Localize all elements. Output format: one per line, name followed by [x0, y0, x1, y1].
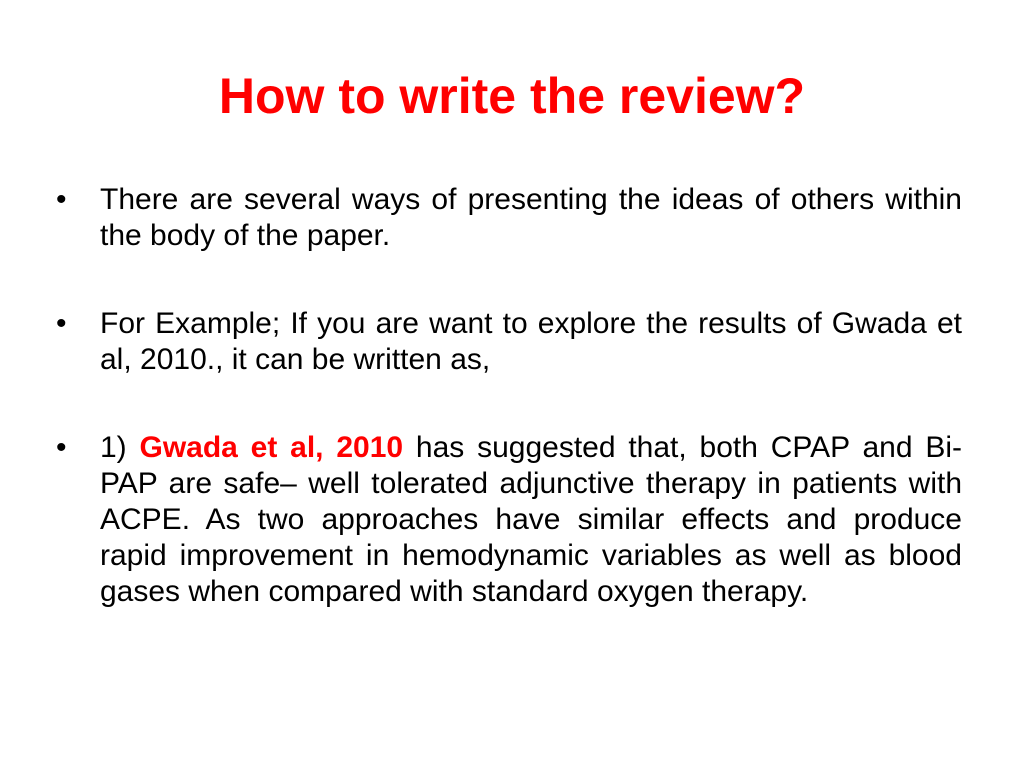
bullet-item — [56, 430, 962, 610]
bullet-marker: • — [56, 307, 67, 340]
citation-highlight: Gwada et al, 2010 — [139, 431, 404, 464]
bullet-prefix: 1) — [100, 431, 140, 464]
bullet-item — [56, 182, 962, 254]
bullet-item — [56, 306, 962, 378]
bullet-marker: • — [56, 431, 67, 464]
bullet-text: For Example; If you are want to explore the results of Gwada et al, 2010., it can be written as, — [100, 307, 962, 376]
bullet-text: has suggested that, both CPAP and Bi-PAP are safe– well tolerated adjunctive therapy in patients with ACPE. As two approaches have similar effects and produce rapid improvement in hemodynamic variables as well as blood gases when compared with standard oxygen therapy. — [100, 431, 962, 608]
bullet-marker: • — [56, 183, 67, 216]
bullet-list — [56, 182, 962, 610]
slide-title: How to write the review? — [218, 68, 806, 124]
bullet-text: There are several ways of presenting the ideas of others within the body of the paper. — [100, 183, 962, 252]
